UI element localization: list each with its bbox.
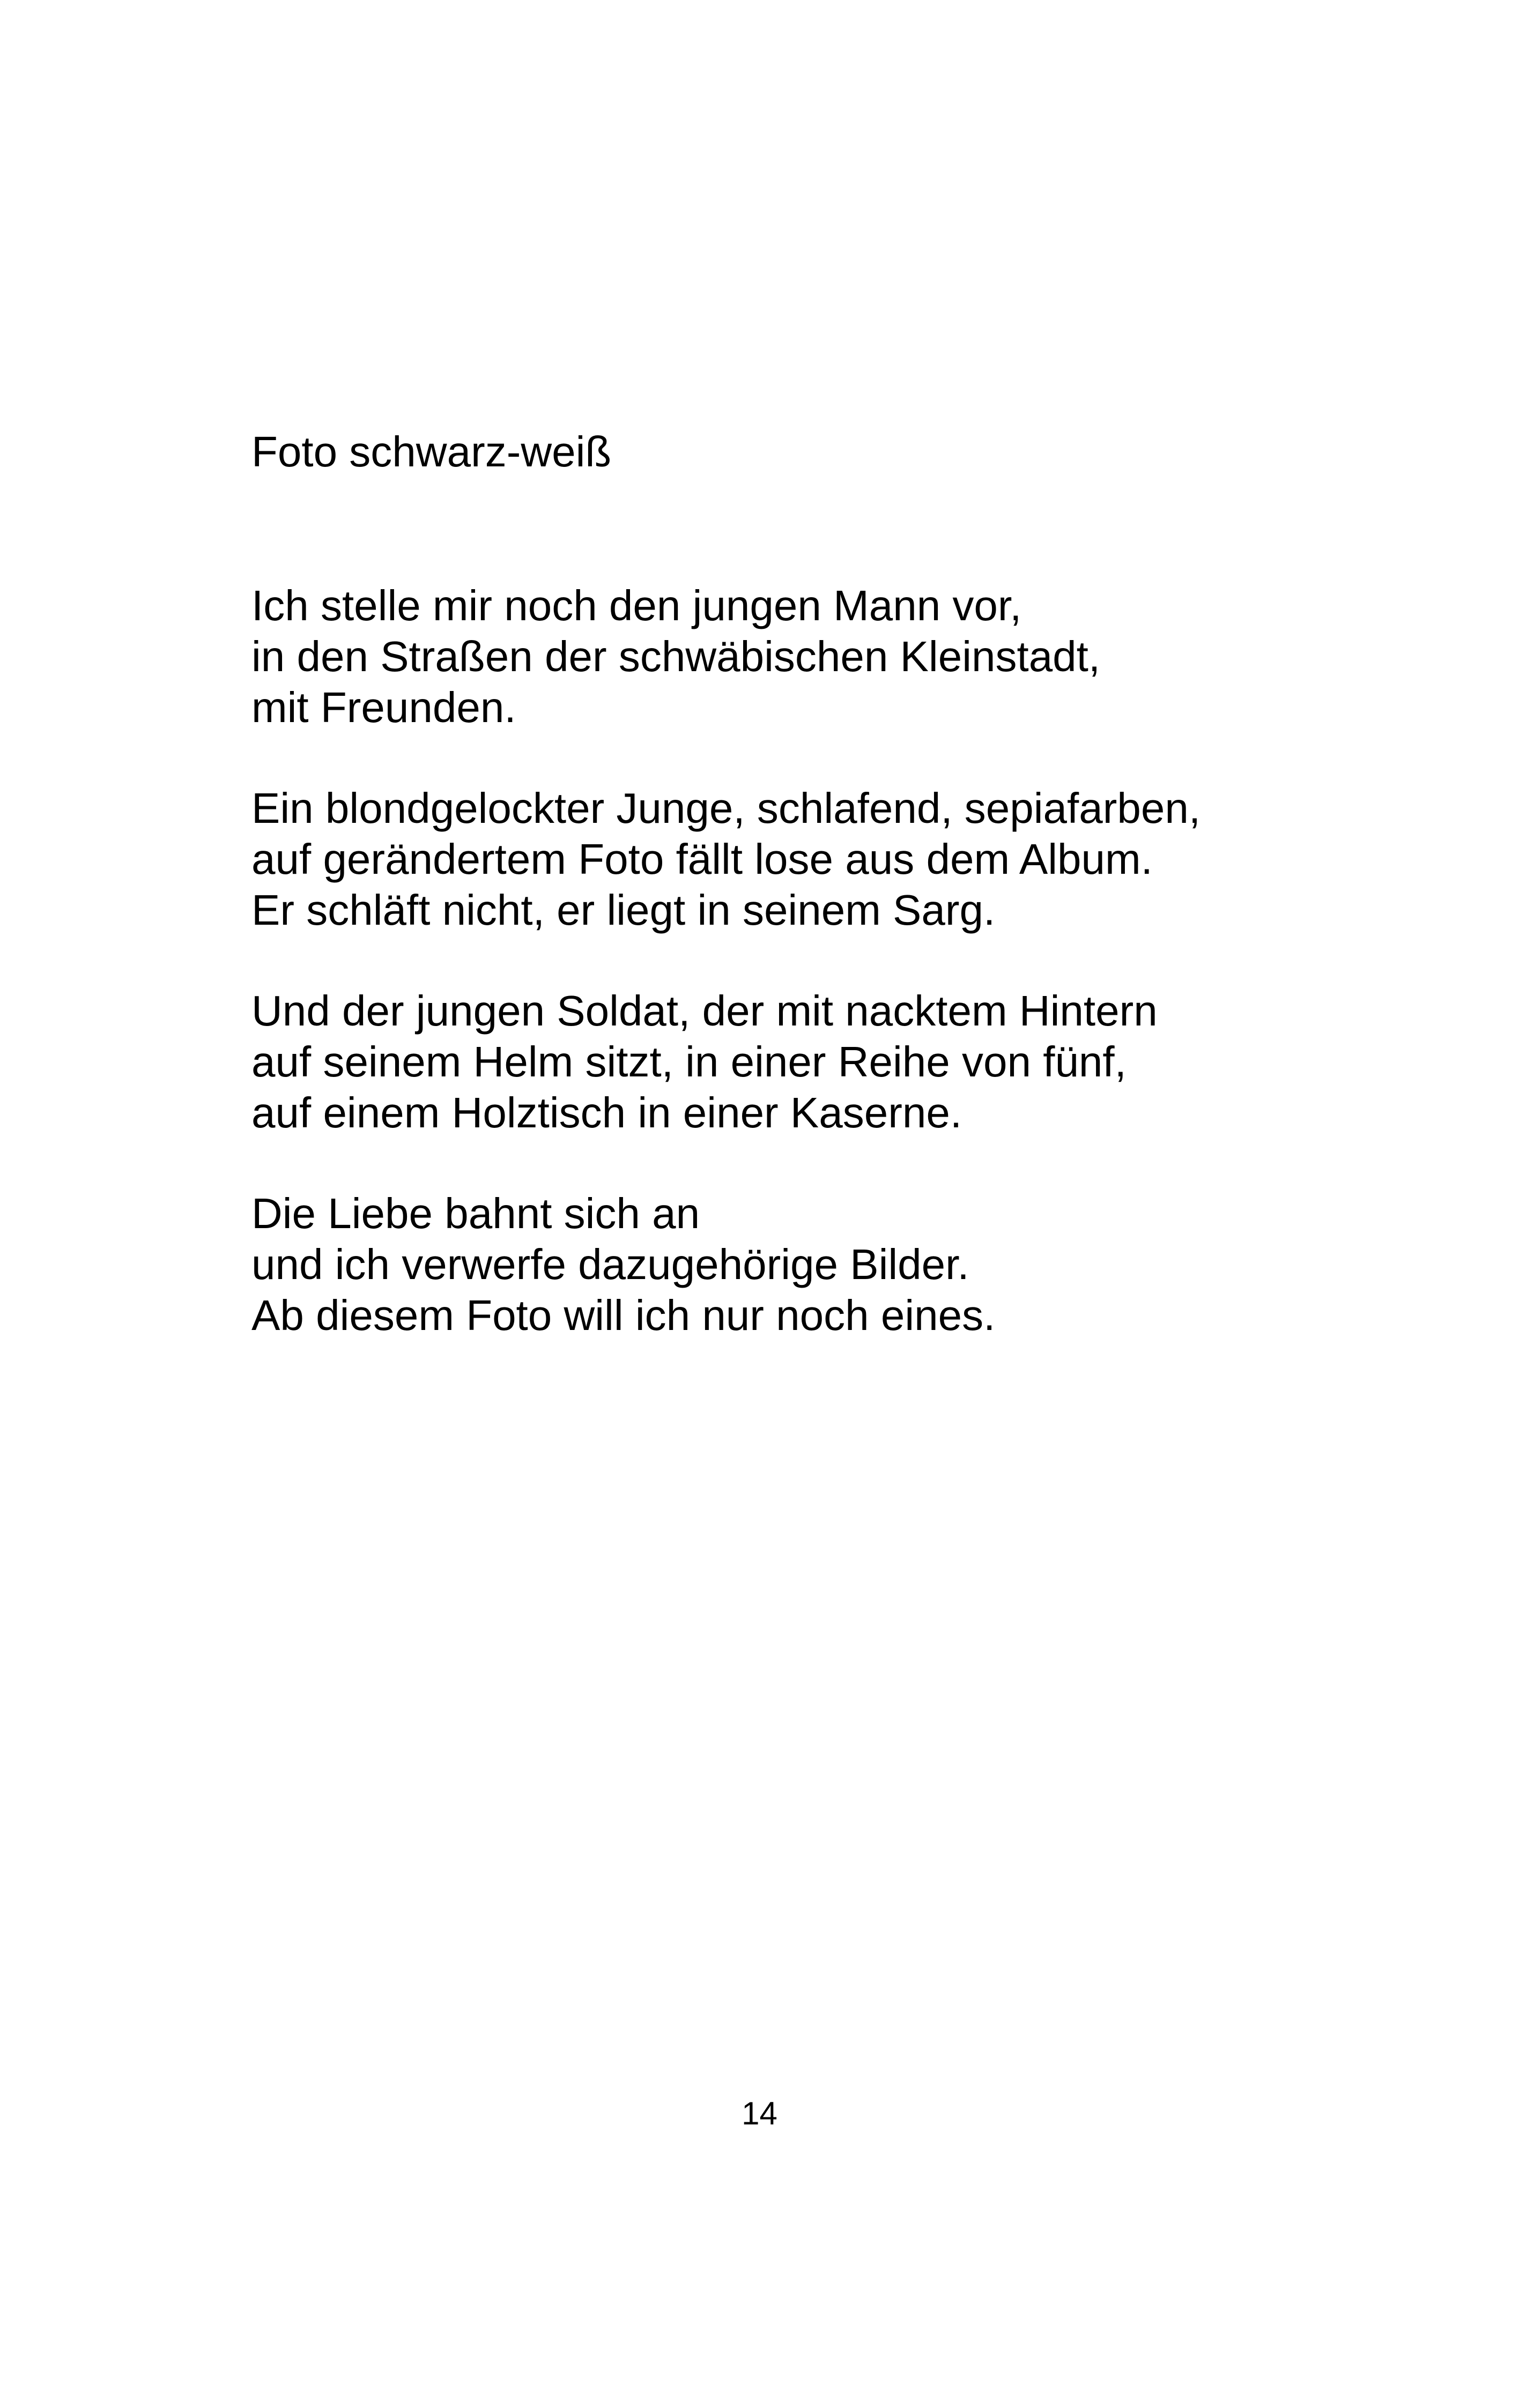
poem-line: in den Straßen der schwäbischen Kleinstadt, — [251, 633, 1101, 680]
poem-line: Ich stelle mir noch den jungen Mann vor, — [251, 582, 1022, 629]
page-number: 14 — [742, 2095, 777, 2131]
poem-line: und ich verwerfe dazugehörige Bilder. — [251, 1240, 969, 1288]
poem-title: Foto schwarz-weiß — [251, 428, 612, 475]
poem-line: Und der jungen Soldat, der mit nacktem Hintern — [251, 987, 1158, 1035]
stanza — [251, 1188, 995, 1341]
poem-line: Die Liebe bahnt sich an — [251, 1190, 700, 1237]
poem-line: Ab diesem Foto will ich nur noch eines. — [251, 1291, 996, 1339]
stanza — [251, 783, 1201, 935]
poem-line: auf einem Holztisch in einer Kaserne. — [251, 1089, 962, 1136]
stanza — [251, 985, 1158, 1138]
poem-line: mit Freunden. — [251, 683, 516, 731]
poem-line: auf seinem Helm sitzt, in einer Reihe von fünf, — [251, 1038, 1127, 1086]
poem-line: Ein blondgelockter Junge, schlafend, sepiafarben, — [251, 784, 1201, 832]
stanza — [251, 580, 1100, 733]
poem-line: Er schläft nicht, er liegt in seinem Sarg. — [251, 886, 996, 934]
poem-line: auf gerändertem Foto fällt lose aus dem Album. — [251, 835, 1153, 883]
